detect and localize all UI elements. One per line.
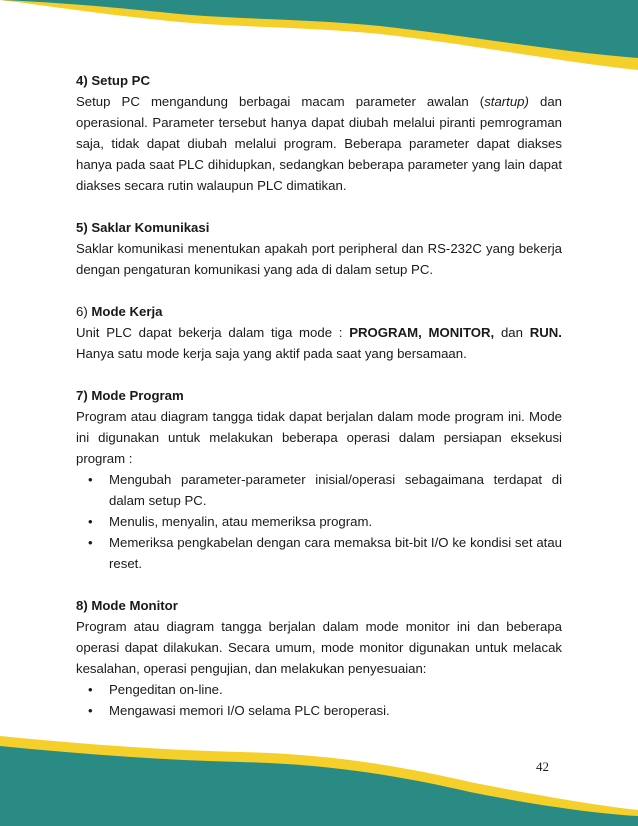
heading-title: Mode Kerja bbox=[91, 304, 163, 319]
section-heading bbox=[76, 301, 562, 322]
mode-monitor-label: MONITOR, bbox=[428, 325, 495, 340]
page-number: 42 bbox=[536, 759, 549, 774]
section-setup-pc bbox=[76, 70, 562, 196]
section-body: Saklar komunikasi menentukan apakah port peripheral dan RS-232C yang bekerja dengan pengaturan komunikasi yang ada di dalam setup PC. bbox=[76, 241, 562, 277]
heading-number: 6) bbox=[76, 304, 88, 319]
body-text: dan bbox=[494, 325, 530, 340]
list-item: • Memeriksa pengkabelan dengan cara memaksa bit-bit I/O ke kondisi set atau reset. bbox=[76, 532, 562, 574]
section-body bbox=[76, 91, 562, 196]
list-item: • Mengawasi memori I/O selama PLC beroperasi. bbox=[76, 700, 562, 721]
list-item: • Mengubah parameter-parameter inisial/operasi sebagaimana terdapat di dalam setup PC. bbox=[76, 469, 562, 511]
bullet-list bbox=[76, 679, 562, 721]
list-item: • Pengeditan on-line. bbox=[76, 679, 562, 700]
section-heading: 5) Saklar Komunikasi bbox=[76, 220, 210, 235]
body-text: Hanya satu mode kerja saja yang aktif pada saat yang bersamaan. bbox=[76, 346, 467, 361]
bullet-list bbox=[76, 469, 562, 574]
footer-wave bbox=[0, 736, 638, 826]
section-body: Program atau diagram tangga berjalan dalam mode monitor ini dan beberapa operasi dapat dilakukan. Secara umum, mode monitor digunakan untuk melacak kesalahan, operasi pengujian, dan melakukan penyesuaian: bbox=[76, 619, 562, 676]
body-text: Unit PLC dapat bekerja dalam tiga mode : bbox=[76, 325, 350, 340]
section-heading: 8) Mode Monitor bbox=[76, 598, 178, 613]
body-text: dan operasional. Parameter tersebut hanya dapat diubah melalui piranti pemrograman saja, tidak dapat diubah melalui program. Beberapa parameter dapat diakses hanya pada saat PLC dihidupkan, sedangkan beberapa parameter yang lain dapat diakses secara rutin walaupun PLC dimatikan. bbox=[76, 94, 562, 193]
section-heading: 4) Setup PC bbox=[76, 73, 151, 88]
section-saklar-komunikasi bbox=[76, 217, 562, 280]
body-text-italic: startup) bbox=[484, 94, 529, 109]
page-content bbox=[76, 70, 562, 742]
section-body bbox=[76, 322, 562, 364]
section-body: Program atau diagram tangga tidak dapat berjalan dalam mode program ini. Mode ini digunakan untuk melakukan beberapa operasi dalam persiapan eksekusi program : bbox=[76, 409, 562, 466]
section-mode-program bbox=[76, 385, 562, 574]
mode-program-label: PROGRAM, bbox=[349, 325, 422, 340]
mode-run-label: RUN. bbox=[529, 325, 562, 340]
header-wave bbox=[0, 0, 638, 80]
section-heading: 7) Mode Program bbox=[76, 388, 184, 403]
section-mode-kerja bbox=[76, 301, 562, 364]
section-mode-monitor bbox=[76, 595, 562, 721]
body-text: Setup PC mengandung berbagai macam parameter awalan ( bbox=[76, 94, 485, 109]
list-item: • Menulis, menyalin, atau memeriksa program. bbox=[76, 511, 562, 532]
